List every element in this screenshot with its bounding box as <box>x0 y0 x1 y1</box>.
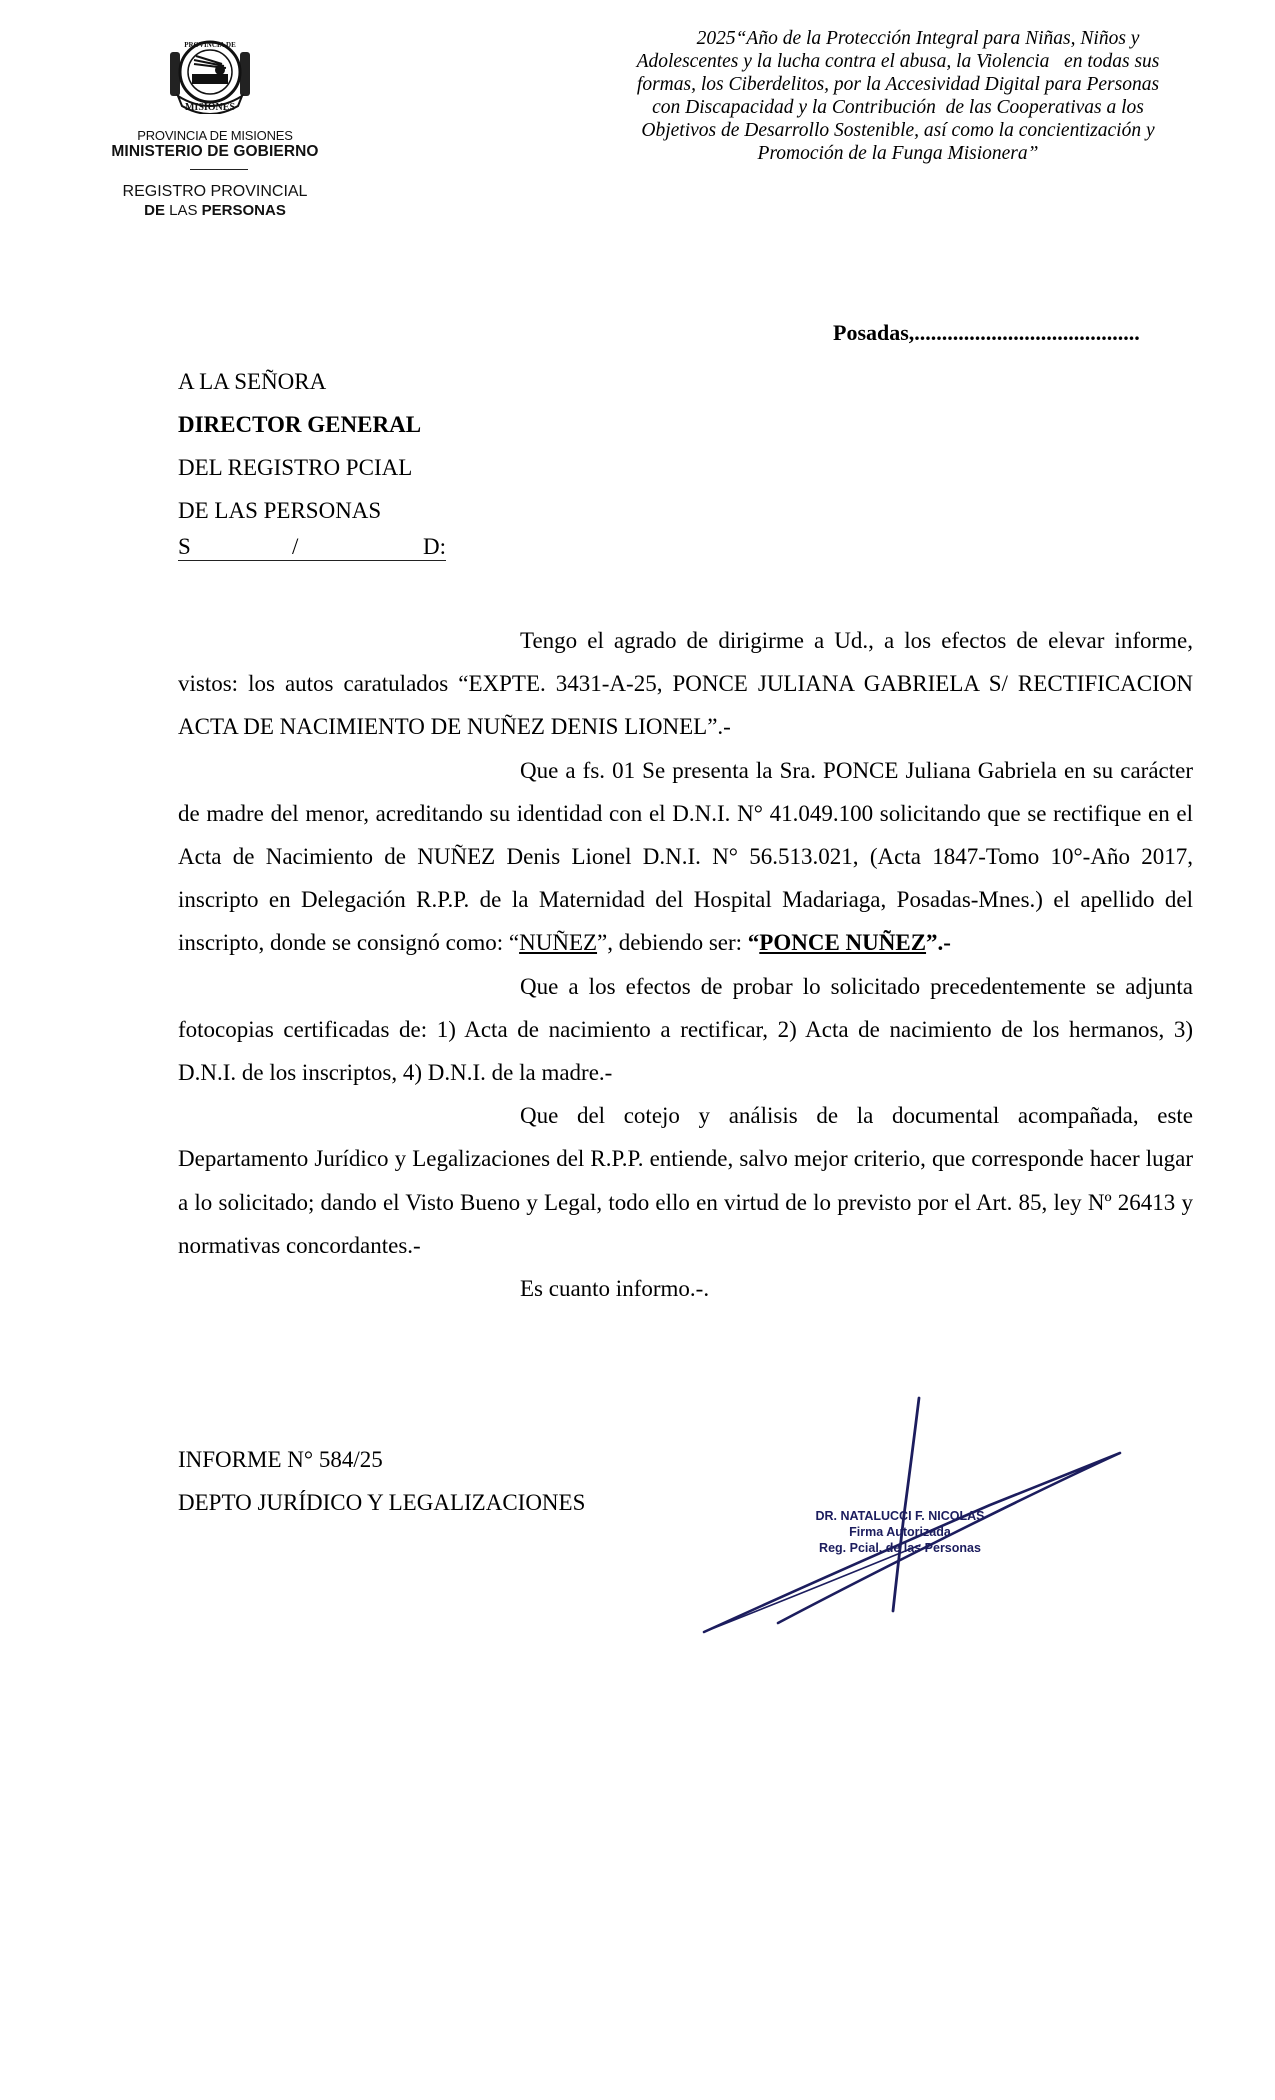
paragraph-intro: Tengo el agrado de dirigirme a Ud., a los efectos de elevar informe, vistos: los autos caratulados “EXPTE. 3431-A-25, PONCE JULIANA GABRIELA S/ RECTIFICACION ACTA DE NACIMIENTO DE NUÑEZ DENIS LIONEL”.- <box>178 628 1193 740</box>
motto-line: con Discapacidad y la Contribución de las Cooperativas a los <box>652 97 1144 118</box>
report-body <box>178 619 1193 1310</box>
correct-close-quote: ”.- <box>926 930 951 956</box>
correct-surname: PONCE NUÑEZ <box>759 930 927 956</box>
sd-slash: / <box>292 534 299 559</box>
stamp-name: DR. NATALUCCI F. NICOLAS <box>815 1509 985 1523</box>
registry-name-line1: REGISTRO PROVINCIAL <box>122 183 308 200</box>
motto-line: formas, los Ciberdelitos, por la Accesividad Digital para Personas <box>636 74 1160 95</box>
request-text: Que a fs. 01 Se presenta la Sra. PONCE Juliana Gabriela en su carácter de madre del menor, acreditando su identidad con el D.N.I. N° 41.049.100 solicitando que se rectifique en el Acta de Nacimiento de NUÑEZ Denis Lionel D.N.I. N° 56.513.021, (Acta 1847-Tomo 10°-Año 2017, inscripto en Delegación R.P.P. de la Maternidad del Hospital Madariaga, Posadas-Mnes.) el apellido del inscripto, donde se consignó como: “ <box>178 757 1193 956</box>
svg-text:PROVINCIA DE: PROVINCIA DE <box>184 41 236 49</box>
wrong-surname: NUÑEZ <box>519 930 598 956</box>
stamp-office: Reg. Pcial. de las Personas <box>819 1541 981 1555</box>
sd-d: D: <box>423 534 446 559</box>
motto-line: Objetivos de Desarrollo Sostenible, así como la concientización y <box>641 120 1155 141</box>
addressee-block <box>178 360 446 575</box>
motto-line: 2025“Año de la Protección Integral para Niñas, Niños y <box>696 28 1140 49</box>
report-number: INFORME N° 584/25 <box>178 1447 383 1472</box>
request-text-cont: ”, debiendo ser: <box>597 930 743 956</box>
registry-las: LAS <box>164 202 202 219</box>
stamp-title: Firma Autorizada <box>849 1525 951 1539</box>
ministry-name: MINISTERIO DE GOBIERNO <box>111 143 319 160</box>
correct-open-quote: “ <box>747 930 760 956</box>
province-name: PROVINCIA DE MISIONES <box>137 128 293 143</box>
sd-s: S <box>178 534 191 559</box>
provincial-crest-icon <box>168 34 252 114</box>
registry-personas: PERSONAS <box>201 202 286 219</box>
paragraph-attachments: Que a los efectos de probar lo solicitado precedentemente se adjunta fotocopias certificadas de: 1) Acta de nacimiento a rectificar, 2) Acta de nacimiento de los hermanos, 3) D.N.I. de los inscriptos, 4) D.N.I. de la madre.- <box>178 973 1193 1086</box>
registry-name-line2 <box>90 202 340 219</box>
year-motto <box>608 27 1188 165</box>
su-despacho-line <box>178 532 446 575</box>
report-footer <box>178 1438 585 1524</box>
paragraph-closing: Es cuanto informo.-. <box>520 1276 710 1302</box>
handwritten-signature-icon <box>690 1395 1160 1660</box>
paragraph-request <box>178 749 1193 965</box>
svg-text:MISIONES: MISIONES <box>184 102 236 113</box>
motto-line: Adolescentes y la lucha contra el abusa, la Violencia en todas sus <box>636 51 1160 72</box>
su-despacho <box>178 534 446 561</box>
addressee-line: A LA SEÑORA <box>178 369 327 394</box>
letterhead-divider <box>190 169 248 170</box>
place-date-line: Posadas,......................................... <box>833 320 1140 345</box>
paragraph-opinion: Que del cotejo y análisis de la documental acompañada, este Departamento Jurídico y Legalizaciones del R.P.P. entiende, salvo mejor criterio, que corresponde hacer lugar a lo solicitado; dando el Visto Bueno y Legal, todo ello en virtud de lo previsto por el Art. 85, ley Nº 26413 y normativas concordantes.- <box>178 1103 1193 1258</box>
addressee-line: DE LAS PERSONAS <box>178 498 382 523</box>
registry-de: DE <box>144 202 165 219</box>
addressee-line: DEL REGISTRO PCIAL <box>178 455 413 480</box>
motto-line: Promoción de la Funga Misionera” <box>757 143 1039 164</box>
addressee-title: DIRECTOR GENERAL <box>178 412 422 437</box>
department-name: DEPTO JURÍDICO Y LEGALIZACIONES <box>178 1490 586 1515</box>
